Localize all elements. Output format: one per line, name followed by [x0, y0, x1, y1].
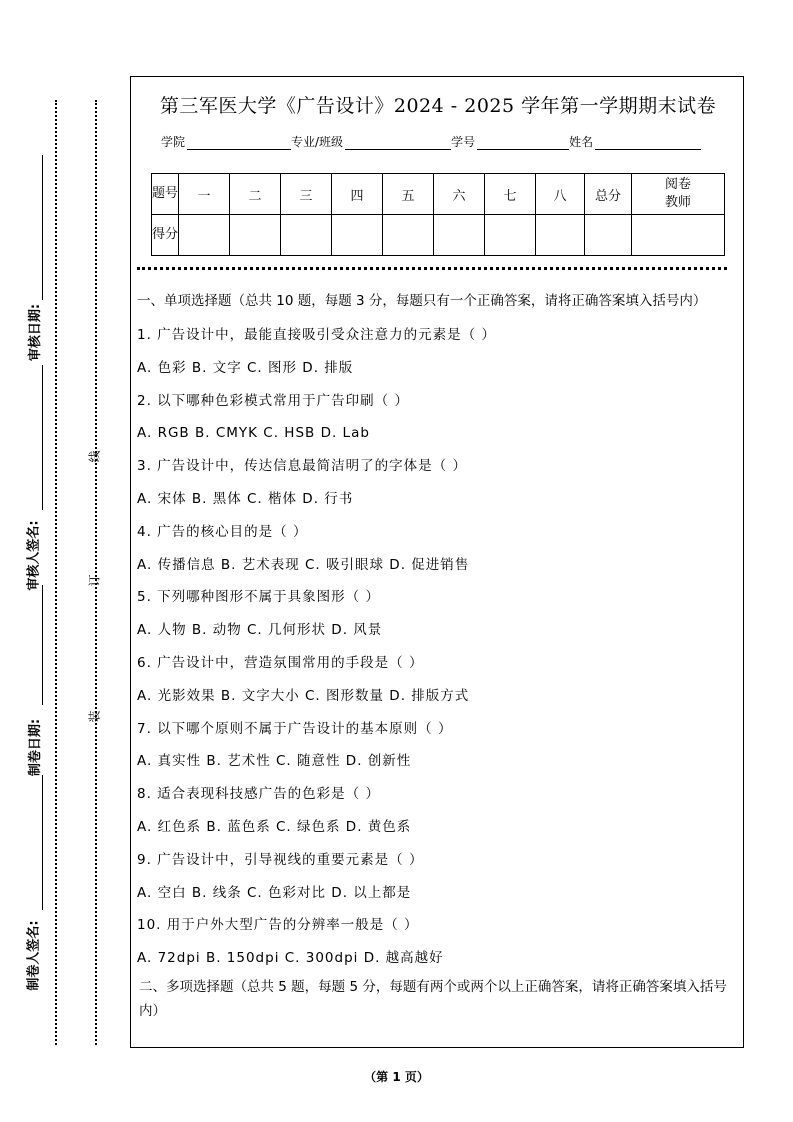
header-section-1: 一	[179, 174, 230, 215]
question-options: A. 人物 B. 动物 C. 几何形状 D. 风景	[137, 622, 383, 639]
score-cell[interactable]	[485, 215, 536, 256]
question-text: 3. 广告设计中，传达信息最简洁明了的字体是（ ）	[137, 458, 467, 475]
question-text: 9. 广告设计中，引导视线的重要元素是（ ）	[137, 851, 424, 868]
compiler-signature-line	[42, 775, 43, 910]
question-options: A. 色彩 B. 文字 C. 图形 D. 排版	[137, 359, 354, 376]
compile-date-line	[42, 585, 43, 705]
question-options: A. 真实性 B. 艺术性 C. 随意性 D. 创新性	[137, 753, 412, 770]
score-row-label: 得分	[152, 215, 179, 256]
score-cell[interactable]	[383, 215, 434, 256]
question-options: A. RGB B. CMYK C. HSB D. Lab	[137, 425, 370, 442]
compiler-signature-label: 制卷人签名:	[26, 920, 42, 991]
score-cell[interactable]	[536, 215, 585, 256]
exam-frame	[130, 76, 744, 1048]
major-class-label: 专业/班级	[291, 135, 344, 149]
name-label: 姓名	[569, 135, 594, 149]
question-options: A. 传播信息 B. 艺术表现 C. 吸引眼球 D. 促进销售	[137, 556, 470, 573]
header-section-4: 四	[332, 174, 383, 215]
question-text: 7. 以下哪个原则不属于广告设计的基本原则（ ）	[137, 720, 453, 737]
section-1-heading: 一、单项选择题（总共 10 题，每题 3 分，每题只有一个正确答案，请将正确答案填入括号内）	[137, 293, 707, 309]
question-options: A. 红色系 B. 蓝色系 C. 绿色系 D. 黄色系	[137, 818, 412, 835]
dotted-separator	[137, 267, 727, 270]
header-grader: 阅卷教师	[632, 174, 725, 215]
review-date-label: 审核日期:	[28, 303, 44, 362]
question-text: 4. 广告的核心目的是（ ）	[137, 523, 308, 540]
score-value-row	[152, 215, 725, 256]
score-table	[151, 173, 725, 256]
header-question-no: 题号	[152, 174, 179, 215]
binding-char-bind: 订	[87, 574, 102, 587]
header-section-6: 六	[434, 174, 485, 215]
score-header-row	[152, 174, 725, 215]
student-id-field[interactable]	[477, 135, 569, 150]
section-1-questions	[137, 319, 742, 975]
student-id-label: 学号	[451, 135, 476, 149]
header-section-8: 八	[536, 174, 585, 215]
question-text: 10. 用于户外大型广告的分辨率一般是（ ）	[137, 917, 419, 934]
review-date-line	[42, 155, 43, 300]
major-class-field[interactable]	[345, 135, 451, 150]
question-text: 5. 下列哪种图形不属于具象图形（ ）	[137, 589, 380, 606]
score-cell[interactable]	[585, 215, 632, 256]
header-section-3: 三	[281, 174, 332, 215]
score-cell[interactable]	[281, 215, 332, 256]
question-options: A. 光影效果 B. 文字大小 C. 图形数量 D. 排版方式	[137, 687, 470, 704]
reviewer-signature-label: 审核人签名:	[26, 520, 42, 591]
score-cell[interactable]	[230, 215, 281, 256]
left-dotted-rule	[55, 100, 57, 1045]
section-2-heading: 二、多项选择题（总共 5 题，每题 5 分，每题有两个或两个以上正确答案，请将正确答案填入括号内）	[139, 978, 727, 1019]
binding-char-pack: 装	[87, 710, 102, 723]
question-text: 8. 适合表现科技感广告的色彩是（ ）	[137, 786, 380, 803]
binding-dotted-rule	[95, 100, 97, 1045]
score-cell[interactable]	[434, 215, 485, 256]
score-cell[interactable]	[632, 215, 725, 256]
question-options: A. 宋体 B. 黑体 C. 楷体 D. 行书	[137, 490, 354, 507]
question-text: 2. 以下哪种色彩模式常用于广告印刷（ ）	[137, 392, 409, 409]
header-total: 总分	[585, 174, 632, 215]
question-options: A. 72dpi B. 150dpi C. 300dpi D. 越高越好	[137, 950, 444, 967]
reviewer-signature-line	[42, 365, 43, 510]
college-label: 学院	[161, 135, 186, 149]
exam-content	[137, 289, 742, 1023]
question-text: 6. 广告设计中，营造氛围常用的手段是（ ）	[137, 654, 424, 671]
score-cell[interactable]	[332, 215, 383, 256]
question-text: 1. 广告设计中，最能直接吸引受众注意力的元素是（ ）	[137, 327, 496, 343]
header-section-5: 五	[383, 174, 434, 215]
header-section-7: 七	[485, 174, 536, 215]
student-info-row	[161, 133, 701, 150]
binding-char-line: 线	[87, 450, 102, 463]
question-options: A. 空白 B. 线条 C. 色彩对比 D. 以上都是	[137, 884, 412, 901]
score-cell[interactable]	[179, 215, 230, 256]
page-number: （第 1 页）	[364, 1070, 429, 1084]
header-section-2: 二	[230, 174, 281, 215]
college-field[interactable]	[187, 135, 291, 150]
name-field[interactable]	[595, 135, 701, 150]
exam-title: 第三军医大学《广告设计》2024 - 2025 学年第一学期期末试卷	[159, 95, 717, 117]
compile-date-label: 制卷日期:	[28, 718, 44, 777]
